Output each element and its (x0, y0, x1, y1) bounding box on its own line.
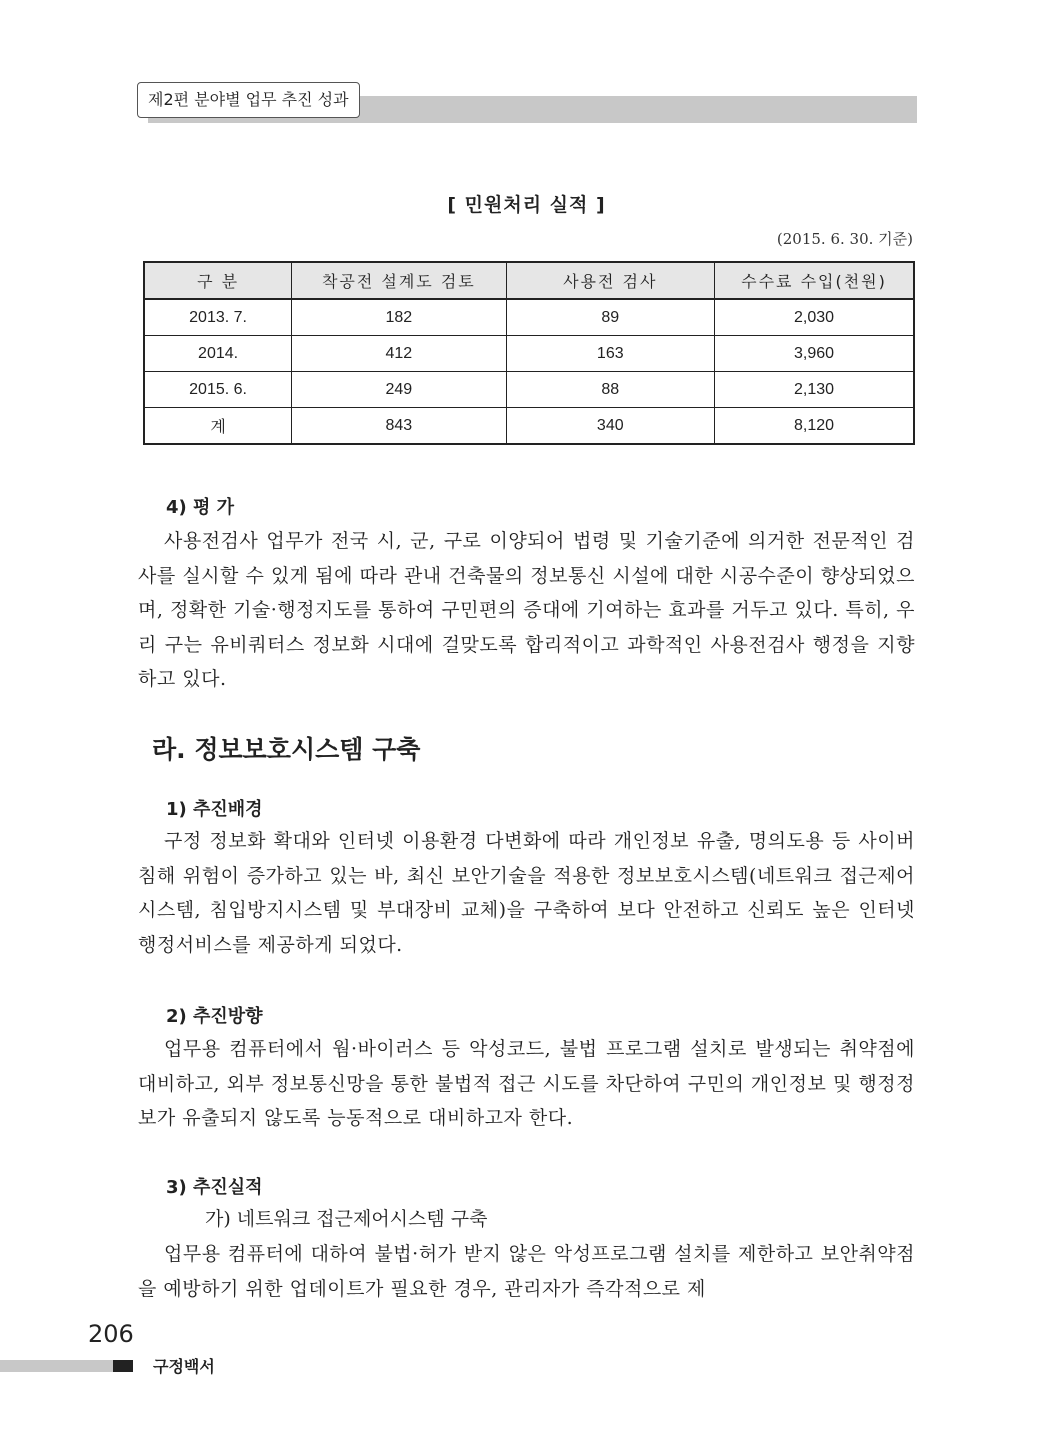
column-header: 사용전 검사 (506, 262, 714, 299)
background-heading: 1) 추진배경 (166, 799, 263, 820)
direction-text: 업무용 컴퓨터에서 웜·바이러스 등 악성코드, 불법 프로그램 설치로 발생되는 취약점에 대비하고, 외부 정보통신망을 통한 불법적 접근 시도를 차단하여 구민의 개인정보 및 행정정보가 유출되지 않도록 능동적으로 대비하고자 한다. (138, 1038, 915, 1129)
footer-book-title: 구정백서 (153, 1357, 215, 1376)
background-paragraph (138, 824, 915, 962)
results-item-heading: 가) 네트워크 접근제어시스템 구축 (205, 1208, 488, 1230)
table-cell: 88 (506, 372, 714, 408)
page-number: 206 (88, 1320, 134, 1348)
table-cell: 2015. 6. (144, 372, 292, 408)
footer-square (113, 1360, 133, 1372)
results-paragraph (138, 1237, 915, 1306)
direction-heading: 2) 추진방향 (166, 1006, 263, 1027)
table-cell: 249 (292, 372, 506, 408)
table-cell: 3,960 (714, 336, 914, 372)
section-title: 라. 정보보호시스템 구축 (152, 735, 421, 764)
evaluation-heading: 4) 평 가 (166, 497, 235, 518)
performance-table (143, 261, 915, 445)
table-cell: 412 (292, 336, 506, 372)
table-cell: 163 (506, 336, 714, 372)
table-cell: 2014. (144, 336, 292, 372)
evaluation-paragraph (138, 524, 915, 697)
table-header-row (144, 262, 914, 299)
results-heading: 3) 추진실적 (166, 1177, 263, 1198)
table-row (144, 299, 914, 336)
section-label: 제2편 분야별 업무 추진 성과 (137, 82, 360, 118)
background-text: 구정 정보화 확대와 인터넷 이용환경 다변화에 따라 개인정보 유출, 명의도용 등 사이버 침해 위험이 증가하고 있는 바, 최신 보안기술을 적용한 정보보호시스템(네트워크 접근제어시스템, 침입방지시스템 및 부대장비 교체)을 구축하여 보다 안전하고 신뢰도 높은 인터넷 행정서비스를 제공하게 되었다. (138, 830, 915, 956)
table-cell: 2013. 7. (144, 299, 292, 336)
table-cell: 340 (506, 408, 714, 445)
table-cell: 2,030 (714, 299, 914, 336)
table-row (144, 336, 914, 372)
table-row (144, 372, 914, 408)
table-cell: 2,130 (714, 372, 914, 408)
table-date-note: (2015. 6. 30. 기준) (776, 230, 913, 248)
evaluation-text: 사용전검사 업무가 전국 시, 군, 구로 이양되어 법령 및 기술기준에 의거한 전문적인 검사를 실시할 수 있게 됨에 따라 관내 건축물의 정보통신 시설에 대한 시공수준이 향상되었으며, 정확한 기술·행정지도를 통하여 구민편의 증대에 기여하는 효과를 거두고 있다. 특히, 우리 구는 유비쿼터스 정보화 시대에 걸맞도록 합리적이고 과학적인 사용전검사 행정을 지향하고 있다. (138, 530, 915, 690)
table-cell: 계 (144, 408, 292, 445)
table-cell: 89 (506, 299, 714, 336)
column-header: 수수료 수입(천원) (714, 262, 914, 299)
results-text: 업무용 컴퓨터에 대하여 불법·허가 받지 않은 악성프로그램 설치를 제한하고 보안취약점을 예방하기 위한 업데이트가 필요한 경우, 관리자가 즉각적으로 제 (138, 1243, 915, 1300)
table-cell: 8,120 (714, 408, 914, 445)
table-cell: 182 (292, 299, 506, 336)
footer-bar (0, 1360, 113, 1372)
table-total-row (144, 408, 914, 445)
table-cell: 843 (292, 408, 506, 445)
direction-paragraph (138, 1032, 915, 1136)
column-header: 착공전 설계도 검토 (292, 262, 506, 299)
column-header: 구 분 (144, 262, 292, 299)
table-title: [ 민원처리 실적 ] (447, 194, 606, 216)
